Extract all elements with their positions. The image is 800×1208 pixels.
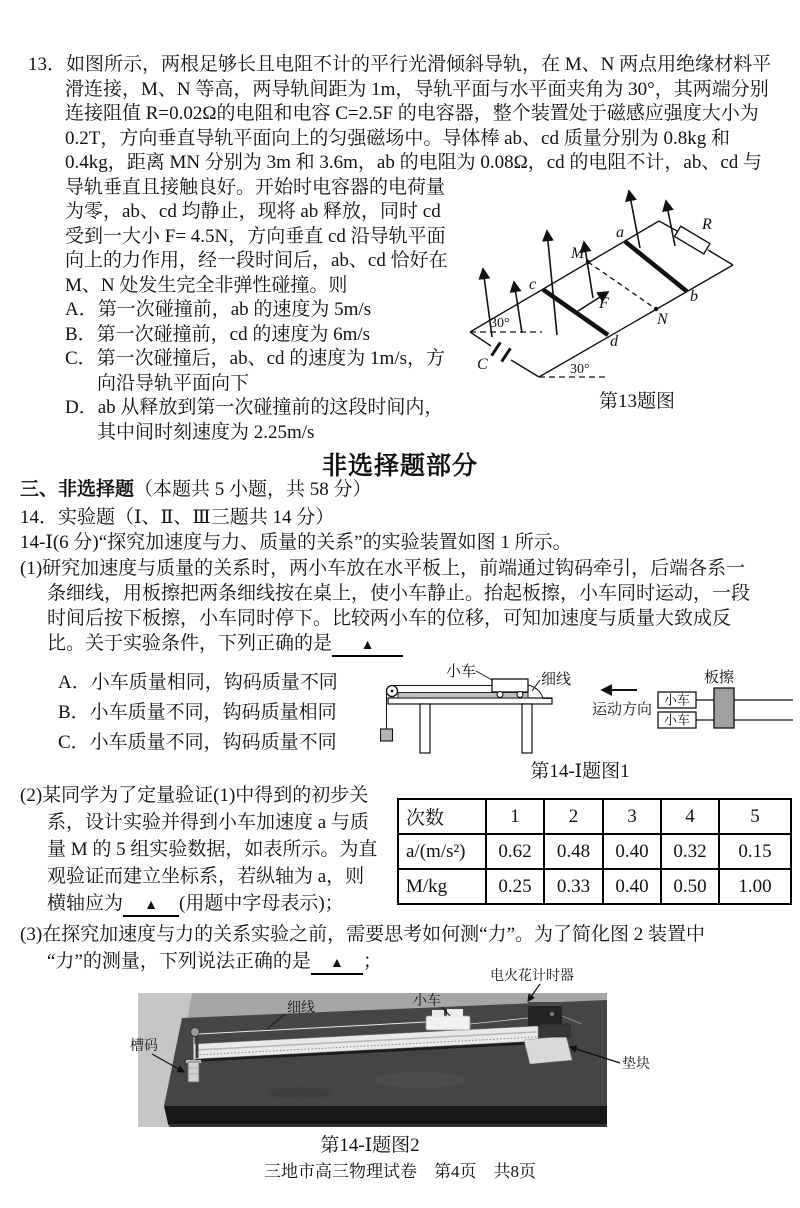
q13-option-d-cont: 其中间时刻速度为 2.25m/s	[97, 421, 315, 443]
table-cell: 0.40	[603, 869, 661, 904]
question-14-1-header: 14-Ⅰ(6 分)“探究加速度与力、质量的关系”的实验装置如图 1 所示。	[20, 532, 572, 553]
eraser-label: 板擦	[704, 670, 735, 686]
question-14-header: 14．实验题（Ⅰ、Ⅱ、Ⅲ三题共 14 分）	[20, 507, 335, 528]
timer-label: 电火花计时器	[490, 969, 574, 984]
q14-1-option-c: C．小车质量不同，钩码质量不同	[58, 732, 337, 753]
hook-weight	[381, 729, 393, 741]
table-cell: 0.48	[544, 834, 603, 869]
photo-cart-label: 小车	[413, 994, 441, 1009]
table-cell: 0.62	[486, 834, 544, 869]
q14-1-tail-text: 比。关于实验条件，下列正确的是	[47, 633, 333, 654]
section-3-title: 三、非选择题	[20, 479, 135, 500]
table-front-edge	[164, 1106, 607, 1124]
q13-option-c: C．第一次碰撞后，ab、cd 的速度为 1m/s，方	[65, 348, 445, 369]
q14-2-data-table	[397, 798, 792, 905]
label-N: N	[657, 311, 668, 328]
photo-cart	[426, 1016, 470, 1030]
q14-1-line: 时间后按下板擦，小车同时停下。比较两小车的位移，可知加速度与质量大致成反	[47, 608, 732, 629]
cart-leader-line	[476, 671, 492, 680]
q13-line: 13．如图所示，两根足够长且电阻不计的平行光滑倾斜导轨，在 M、N 两点用绝缘材料平	[28, 54, 772, 75]
q14-3-photo-apparatus	[120, 960, 660, 1130]
string-label: 细线	[541, 672, 572, 688]
pulley-axle	[391, 690, 394, 693]
board	[398, 693, 528, 699]
table-cell: 0.33	[544, 869, 603, 904]
page-footer: 三地市高三物理试卷 第4页 共8页	[264, 1162, 536, 1181]
weights-label: 槽码	[130, 1039, 158, 1054]
table-cell: M/kg	[398, 869, 486, 904]
q14-2-line-blank	[20, 890, 377, 917]
q14-1-line: (1)研究加速度与质量的关系时，两小车放在水平板上，前端通过钩码牵引，后端各系一	[20, 558, 746, 579]
q13-option-b: B．第一次碰撞前，cd 的速度为 6m/s	[65, 323, 371, 345]
angle-bottom-label: 30°	[570, 362, 590, 377]
cart-label: 小车	[446, 664, 477, 680]
spark-timer-top	[528, 1002, 562, 1006]
answer-blank: ▲	[123, 896, 179, 917]
q13-option-c-cont: 向沿导轨平面向下	[97, 372, 250, 394]
q13-option-d: D．ab 从释放到第一次碰撞前的这段时间内，	[65, 397, 444, 418]
cart-wheel	[497, 692, 503, 698]
q14-1-figure-apparatus	[380, 650, 800, 756]
table-cell: 5	[719, 799, 791, 834]
answer-blank: ▲	[332, 636, 403, 657]
q14-2-line: 系，设计实验并得到小车加速度 a 与质	[47, 812, 369, 833]
label-c: c	[529, 276, 537, 293]
label-F: F	[599, 295, 609, 312]
table-cell: 0.32	[661, 834, 719, 869]
motion-direction-label: 运动方向	[592, 702, 653, 718]
table-cell: 4	[661, 799, 719, 834]
table-cell: 0.50	[661, 869, 719, 904]
timer-base	[540, 1024, 570, 1037]
q14-1-figure1-caption: 第14-Ⅰ题图1	[530, 761, 630, 782]
q13-figure-caption: 第13题图	[598, 391, 675, 412]
label-R: R	[702, 216, 712, 233]
table-row	[398, 834, 791, 869]
label-d: d	[610, 333, 618, 350]
q13-line: M、N 处发生完全非弹性碰撞。则	[65, 274, 348, 296]
q14-1-paragraph	[20, 556, 750, 657]
cart-wheel	[517, 692, 523, 698]
section-title: 非选择题部分	[321, 453, 478, 480]
q13-line: 0.4kg，距离 MN 分别为 3m 和 3.6m，ab 的电阻为 0.08Ω，cd 的电阻不计，ab、cd 与	[65, 152, 763, 173]
q13-line: 为零，ab、cd 均静止，现将 ab 释放，同时 cd	[65, 201, 441, 222]
q14-2-line: 观验证而建立坐标系，若纵轴为 a，则	[47, 866, 365, 887]
table-leg	[522, 704, 532, 753]
answer-blank: ▲	[311, 954, 363, 975]
string-leader-line	[532, 680, 540, 691]
cart-box-1-label: 小车	[663, 692, 691, 708]
q14-2-tail-after: (用题中字母表示)；	[179, 893, 344, 914]
q13-figure-inclined-rails	[440, 185, 800, 385]
q13-line: 受到一大小 F= 4.5N，方向垂直 cd 沿导轨平面	[65, 225, 446, 247]
table-cell: 0.40	[603, 834, 661, 869]
q13-line: 连接阻值 R=0.02Ω的电阻和电容 C=2.5F 的电容器，整个装置处于磁感应强度大小为	[65, 103, 759, 124]
table-top	[388, 698, 552, 704]
table-row	[398, 869, 791, 904]
angle-left-label: 30°	[490, 316, 510, 331]
q14-1-option-a: A．小车质量相同，钩码质量不同	[58, 672, 338, 693]
section-3-header	[20, 474, 372, 501]
q13-line: 导轨垂直且接触良好。开始时电容器的电荷量	[65, 176, 446, 198]
q14-1-option-b: B．小车质量不同，钩码质量相同	[58, 702, 337, 723]
capacitor	[492, 342, 511, 361]
table-cell: 3	[603, 799, 661, 834]
label-a: a	[616, 224, 624, 241]
label-M: M	[571, 245, 585, 262]
q13-option-a: A．第一次碰撞前，ab 的速度为 5m/s	[65, 299, 372, 320]
q14-2-line: (2)某同学为了定量验证(1)中得到的初步关	[20, 785, 369, 806]
table-cell: 1.00	[719, 869, 791, 904]
table-cell: 0.15	[719, 834, 791, 869]
spark-timer-knob	[550, 1012, 554, 1016]
table-cell: 0.25	[486, 869, 544, 904]
section-3-note: （本题共 5 小题，共 58 分）	[134, 479, 372, 500]
q14-1-options	[58, 668, 338, 758]
spacer-block	[524, 1036, 572, 1064]
q14-2-line: 量 M 的 5 组实验数据，如表所示。为直	[47, 839, 378, 860]
table-sheen	[268, 1087, 332, 1099]
pulley	[191, 1028, 200, 1037]
photo-cart-detail	[432, 1010, 444, 1017]
label-C: C	[477, 356, 488, 373]
q14-3-photo-caption: 第14-Ⅰ题图2	[320, 1135, 420, 1156]
bar-ab	[625, 242, 687, 292]
q13-line: 向上的力作用，经一段时间后，ab、cd 恰好在	[65, 250, 448, 271]
q14-2-tail-text: 横轴应为	[47, 893, 124, 914]
label-b: b	[690, 288, 698, 305]
table-cell: 1	[486, 799, 544, 834]
q13-line: 滑连接，M、N 等高，两导轨间距为 1m，导轨平面与水平面夹角为 30°，其两端分别	[65, 78, 769, 100]
table-cell: a/(m/s²)	[398, 834, 486, 869]
table-cell: 2	[544, 799, 603, 834]
table-sheen	[375, 1072, 465, 1088]
q14-3-line: (3)在探究加速度与力的关系实验之前，需要思考如何测“力”。为了简化图 2 装置中	[20, 924, 706, 945]
block-label: 垫块	[622, 1057, 650, 1072]
eraser	[714, 688, 734, 728]
photo-string-label: 细线	[287, 1001, 315, 1016]
table-shadow	[168, 1124, 607, 1127]
q14-1-line: 条细线，用板擦把两条细线按在桌上，使小车静止。抬起板擦，小车同时运动，一段	[47, 583, 751, 604]
table-leg	[420, 704, 430, 753]
q13-line: 0.2T，方向垂直导轨平面向上的匀强磁场中。导体棒 ab、cd 质量分别为 0.8kg 和	[65, 127, 730, 149]
q14-3-tail-after: ；	[362, 951, 382, 972]
table-cell: 次数	[398, 799, 486, 834]
cart-box-2-label: 小车	[663, 712, 691, 728]
table-row	[398, 799, 791, 834]
q14-2-paragraph	[20, 782, 377, 917]
cart	[492, 679, 528, 692]
slot-weights	[188, 1062, 199, 1082]
q14-3-tail-text: “力”的测量，下列说法正确的是	[47, 951, 311, 972]
